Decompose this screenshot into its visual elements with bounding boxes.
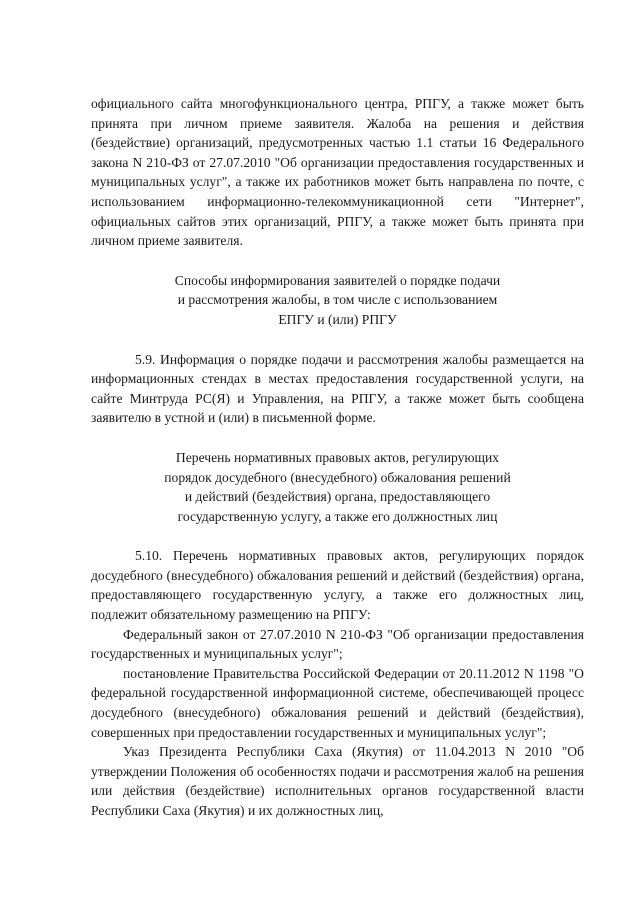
section-heading-legal-acts (91, 448, 584, 526)
paragraph-5-10: 5.10. Перечень нормативных правовых актов, регулирующих порядок досудебного (внесудебного) обжалования решений и действий (бездействия) органа, предоставляющего государственную услугу, а также его должностных лиц, подлежит обязательному размещению на РПГУ: (91, 548, 584, 623)
paragraph-government-decree: постановление Правительства Российской Федерации от 20.11.2012 N 1198 "О федеральной государственной информационной системе, обеспечивающей процесс досудебного (внесудебного) обжалования решений и действий (бездействия), совершенных при предоставлении государственных и муниципальных услуг"; (91, 665, 584, 740)
heading-line: Перечень нормативных правовых актов, регулирующих (175, 449, 500, 465)
spacer (91, 428, 584, 448)
heading-line: и рассмотрения жалобы, в том числе с использованием (177, 292, 498, 308)
paragraph-continuation: официального сайта многофункционального центра, РПГУ, а также может быть принята при личном приеме заявителя. Жалоба на решения и действия (бездействие) организаций, предусмотренных частью 1.1 статьи 16 Федерального закона N 210-ФЗ от 27.07.2010 "Об организации предоставления государственных и муниципальных услуг", а также их работников может быть направлена по почте, с использованием информационно-телекоммуникационной сети "Интернет", официальных сайтов этих организаций, РПГУ, а также может быть принята при личном приеме заявителя. (91, 96, 584, 249)
heading-line: государственную услугу, а также его должностных лиц (177, 508, 498, 524)
heading-line: Способы информирования заявителей о порядке подачи (174, 272, 501, 288)
spacer (91, 251, 584, 271)
spacer (91, 526, 584, 546)
paragraph-federal-law: Федеральный закон от 27.07.2010 N 210-ФЗ "Об организации предоставления государственных и муниципальных услуг"; (91, 626, 584, 662)
heading-line: и действий (бездействия) органа, предоставляющего (184, 489, 491, 505)
spacer (91, 330, 584, 350)
paragraph-president-decree: Указ Президента Республики Саха (Якутия) от 11.04.2013 N 2010 "Об утверждении Положения об особенностях подачи и рассмотрения жалоб на решения или действия (бездействие) исполнительных органов государственной власти Республики Саха (Якутия) и их должностных лиц, (91, 744, 584, 818)
paragraph-5-9: 5.9. Информация о порядке подачи и рассмотрения жалобы размещается на информационных стендах в местах предоставления государственной услуги, на сайте Минтруда РС(Я) и Управления, на РПГУ, а также может быть сообщена заявителю в устной и (или) в письменной форме. (91, 351, 584, 426)
heading-line: порядок досудебного (внесудебного) обжалования решений (164, 469, 511, 485)
heading-line: ЕПГУ и (или) РПГУ (278, 311, 397, 327)
section-heading-informing (91, 271, 584, 330)
